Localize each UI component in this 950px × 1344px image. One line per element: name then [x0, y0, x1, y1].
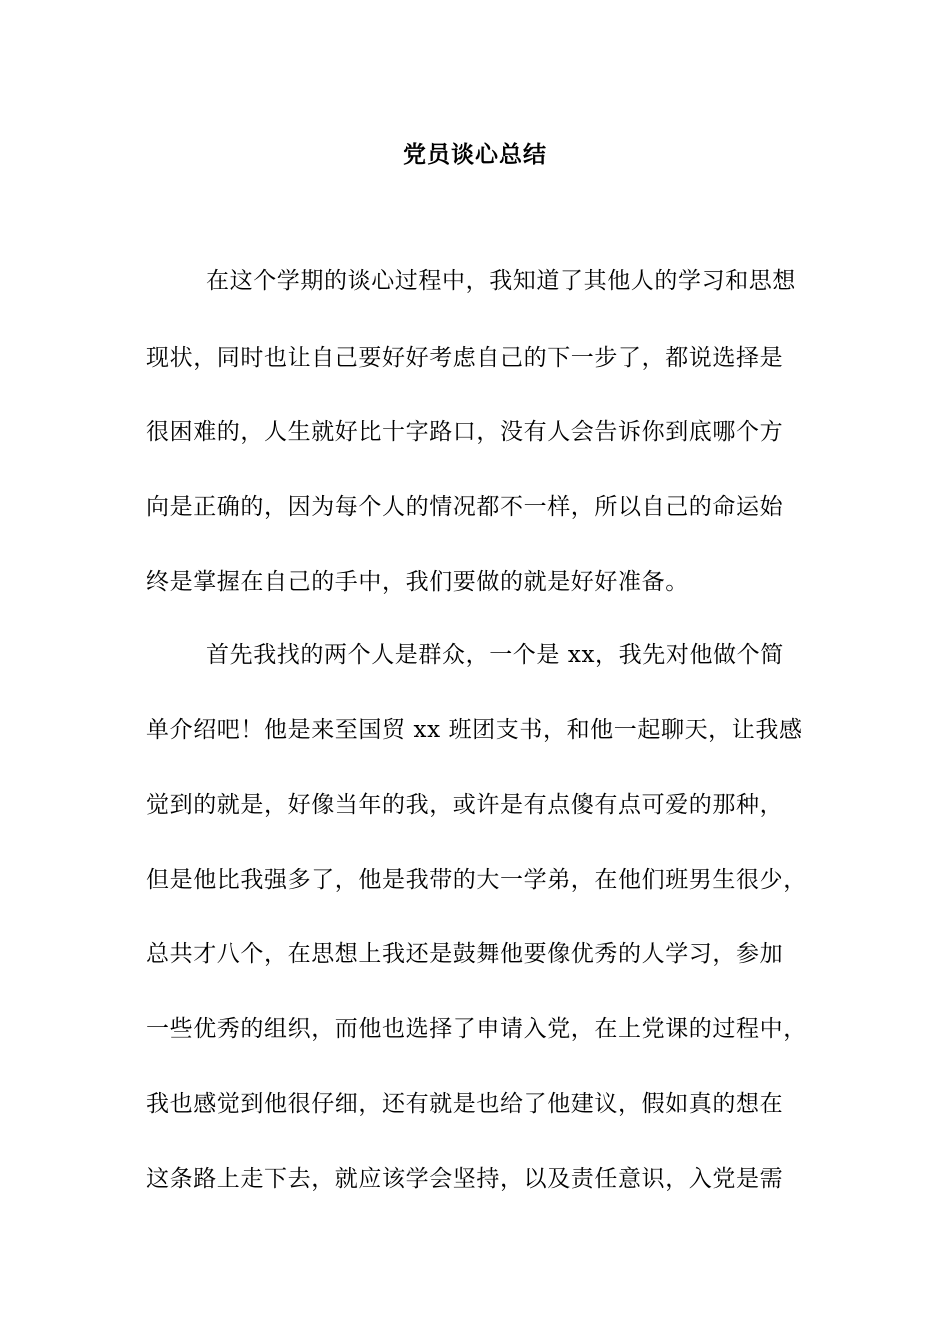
paragraph-2-line-4: 但是他比我强多了，他是我带的大一学弟，在他们班男生很少，: [146, 867, 807, 893]
paragraph-2-line-8: 这条路上走下去，就应该学会坚持，以及责任意识，入党是需: [146, 1166, 784, 1192]
paragraph-2-line-7: 我也感觉到他很仔细，还有就是也给了他建议，假如真的想在: [146, 1091, 784, 1117]
document-title: 党员谈心总结: [403, 142, 547, 168]
paragraph-2-line-6: 一些优秀的组织，而他也选择了申请入党，在上党课的过程中，: [146, 1016, 807, 1042]
paragraph-1-line-4: 向是正确的，因为每个人的情况都不一样，所以自己的命运始: [146, 494, 784, 520]
paragraph-2-line-5: 总共才八个，在思想上我还是鼓舞他要像优秀的人学习，参加: [146, 941, 784, 967]
paragraph-1-line-1: 在这个学期的谈心过程中，我知道了其他人的学习和思想: [206, 268, 796, 294]
paragraph-2-line-1: 首先我找的两个人是群众，一个是 xx，我先对他做个简: [206, 642, 784, 668]
paragraph-2-line-3: 觉到的就是，好像当年的我，或许是有点傻有点可爱的那种，: [146, 792, 784, 818]
paragraph-1-line-3: 很困难的，人生就好比十字路口，没有人会告诉你到底哪个方: [146, 419, 784, 445]
paragraph-1-line-2: 现状，同时也让自己要好好考虑自己的下一步了，都说选择是: [146, 345, 784, 371]
paragraph-1-line-5: 终是掌握在自己的手中，我们要做的就是好好准备。: [146, 569, 689, 595]
paragraph-2-line-2: 单介绍吧！他是来至国贸 xx 班团支书，和他一起聊天，让我感: [146, 717, 803, 743]
